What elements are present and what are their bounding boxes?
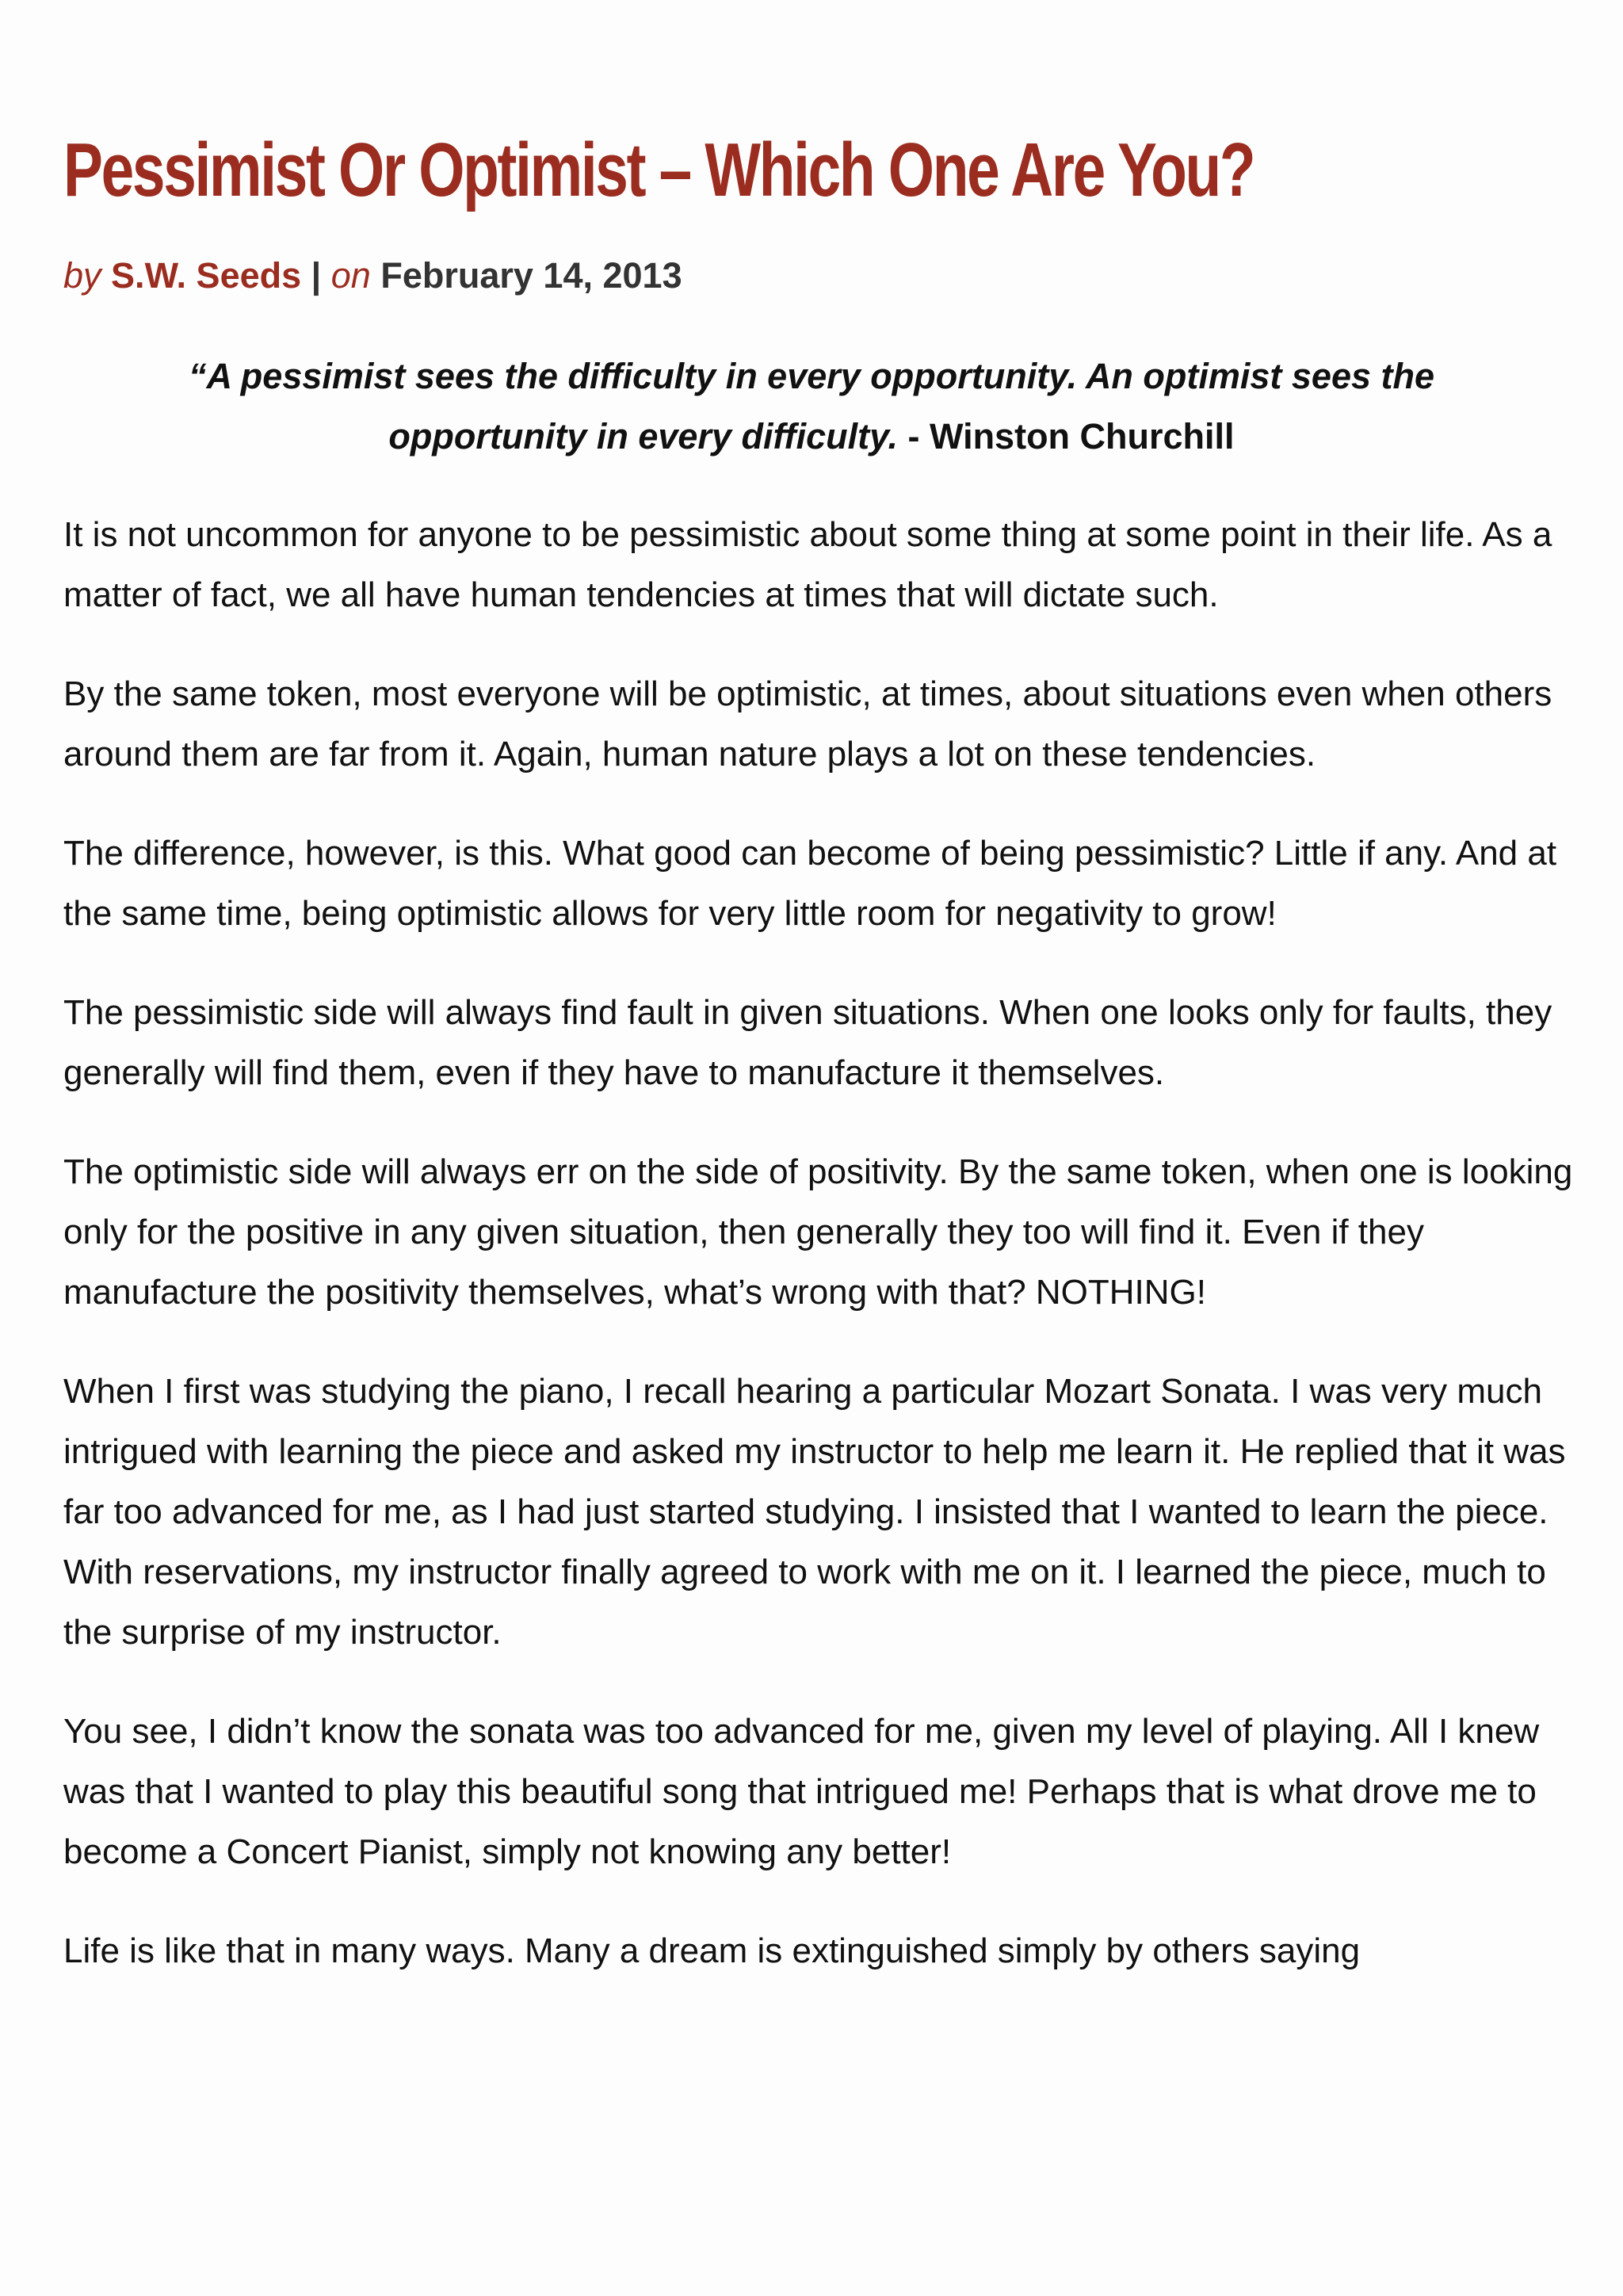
byline-on-label: on: [330, 255, 371, 296]
quote-text-line2: opportunity in every difficulty.: [388, 416, 898, 457]
paragraph: It is not uncommon for anyone to be pessimistic about some thing at some point in their life. As a matter of fact, we all have human tendencies at times that will dictate such.: [63, 515, 1552, 614]
paragraph: The difference, however, is this. What good can become of being pessimistic? Little if any. And at the same time, being optimistic allows for very little room for negativity to grow!: [63, 834, 1557, 933]
publish-date: February 14, 2013: [380, 255, 682, 296]
byline: [63, 252, 682, 300]
byline-separator: |: [311, 255, 322, 296]
quote-text-line1: “A pessimist sees the difficulty in every opportunity. An optimist sees the: [188, 356, 1435, 396]
byline-by-label: by: [63, 255, 101, 296]
paragraph: The optimistic side will always err on the side of positivity. By the same token, when one is looking only for the positive in any given situation, then generally they too will find it. Even if they manufacture the positivity themselves, what’s wrong with that? NOTHING!: [63, 1152, 1573, 1312]
paragraph: When I first was studying the piano, I recall hearing a particular Mozart Sonata. I was very much intrigued with learning the piece and asked my instructor to help me learn it. He replied that it was far too advanced for me, as I had just started studying. I insisted that I wanted to learn the piece. With reservations, my instructor finally agreed to work with me on it. I learned the piece, much to the surprise of my instructor.: [63, 1372, 1566, 1652]
paragraph: Life is like that in many ways. Many a dream is extinguished simply by others saying: [63, 1931, 1361, 1970]
quote-attribution: - Winston Churchill: [898, 416, 1235, 457]
article-title: Pessimist Or Optimist – Which One Are You?: [63, 128, 1254, 212]
paragraph: You see, I didn’t know the sonata was too advanced for me, given my level of playing. All I knew was that I wanted to play this beautiful song that intrigued me! Perhaps that is what drove me to become a Concert Pianist, simply not knowing any better!: [63, 1712, 1540, 1871]
paragraph: By the same token, most everyone will be optimistic, at times, about situations even when others around them are far from it. Again, human nature plays a lot on these tendencies.: [63, 674, 1552, 774]
article-body: [63, 505, 1577, 2020]
author-link[interactable]: S.W. Seeds: [111, 255, 302, 296]
pull-quote: [95, 346, 1528, 467]
paragraph: The pessimistic side will always find fault in given situations. When one looks only for faults, they generally will find them, even if they have to manufacture it themselves.: [63, 993, 1552, 1092]
